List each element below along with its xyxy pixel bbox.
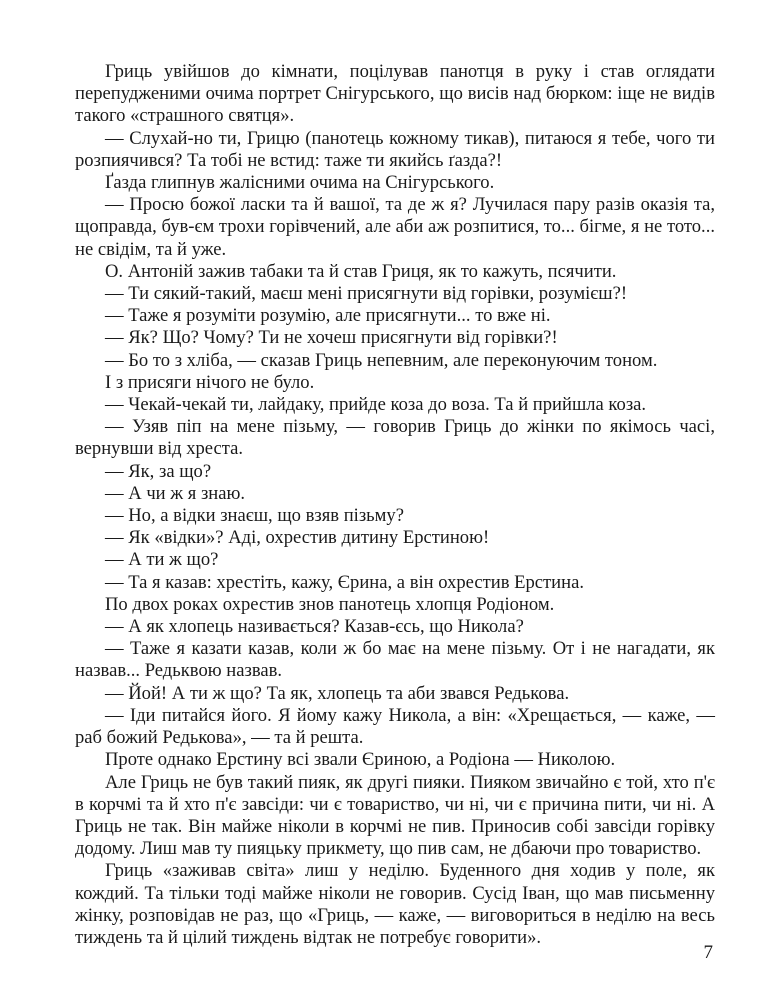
- paragraph: І з присяги нічого не було.: [105, 371, 315, 393]
- paragraph: — Бо то з хліба, — сказав Гриць непевним, але переконуючим тоном.: [105, 349, 658, 371]
- page-number: 7: [703, 942, 713, 963]
- paragraph: — Ти сякий-такий, маєш мені присягнути від горівки, розумієш?!: [105, 283, 628, 305]
- paragraph: — Слухай-но ти, Грицю (панотець кожному тикав), питаюся я тебе, чого ти розпиячився? Та тобі не встид: таже ти якийсь ґазда?!: [75, 127, 715, 171]
- paragraph: — Чекай-чекай ти, лайдаку, прийде коза до воза. Та й прийшла коза.: [105, 394, 647, 416]
- paragraph: — Просю божої ласки та й вашої, та де ж я? Лучилася пару разів оказія та, щоправда, був-єм трохи горівчений, але аби аж розпитися, то... бігме, я не тото... не свідім, та й уже.: [75, 194, 715, 260]
- paragraph: Гриць «заживав світа» лиш у неділю. Буденного дня ходив у поле, як кождий. Та тільки тоді майже ніколи не говорив. Сусід Іван, що мав письменну жінку, розповідав не раз, що «Гриць, — каже, — виговориться в неділю на весь тиждень та й цілий тиждень відтак не потребує говорити».: [75, 860, 715, 948]
- paragraph: — Як «відки»? Аді, охрестив дитину Ерстиною!: [105, 527, 490, 549]
- paragraph: — Но, а відки знаєш, що взяв пізьму?: [105, 505, 404, 527]
- paragraph: Гриць увійшов до кімнати, поцілував панотця в руку і став оглядати перепудженими очима портрет Снігурського, що висів над бюрком: іще не видів такого «страшного святця».: [75, 61, 715, 127]
- paragraph: — Іди питайся його. Я йому кажу Никола, а він: «Хрещається, — каже, — раб божий Редькова», — та й решта.: [75, 704, 715, 749]
- paragraph: Ґазда глипнув жалісними очима на Снігурського.: [105, 172, 495, 194]
- paragraph: — Таже я розуміти розумію, але присягнути... то вже ні.: [105, 305, 551, 327]
- paragraph: — Як? Що? Чому? Ти не хочеш присягнути від горівки?!: [105, 327, 558, 349]
- paragraph: — Як, за що?: [105, 460, 212, 482]
- paragraph: — Таже я казати казав, коли ж бо має на мене пізьму. От і не нагадати, як назвав... Редьквою назвав.: [75, 638, 715, 682]
- paragraph: — А чи ж я знаю.: [105, 482, 246, 504]
- paragraph: — А ти ж що?: [105, 549, 219, 571]
- paragraph: — Узяв піп на мене пізьму, — говорив Гриць до жінки по якімось часі, вернувши від хреста.: [75, 416, 715, 460]
- paragraph: — А як хлопець називається? Казав-єсь, що Никола?: [105, 616, 524, 638]
- paragraph: Але Гриць не був такий пияк, як другі пияки. Пияком звичайно є той, хто п'є в корчмі та й хто п'є завсіди: чи є товариство, чи ні, чи є причина пити, чи ні. А Гриць не так. Він майже ніколи в корчмі не пив. Приносив собі завсіди горівку додому. Лиш мав ту пияцьку прикмету, що пив сам, не дбаючи про товариство.: [75, 771, 715, 860]
- body-text: [75, 61, 715, 949]
- paragraph: — Йой! А ти ж що? Та як, хлопець та аби звався Редькова.: [105, 682, 570, 704]
- paragraph: Проте однако Ерстину всі звали Єриною, а Родіона — Николою.: [105, 749, 616, 771]
- paragraph: По двох роках охрестив знов панотець хлопця Родіоном.: [105, 593, 555, 615]
- paragraph: — Та я казав: хрестіть, кажу, Єрина, а він охрестив Ерстина.: [105, 571, 584, 593]
- paragraph: О. Антоній зажив табаки та й став Гриця, як то кажуть, псячити.: [105, 260, 617, 282]
